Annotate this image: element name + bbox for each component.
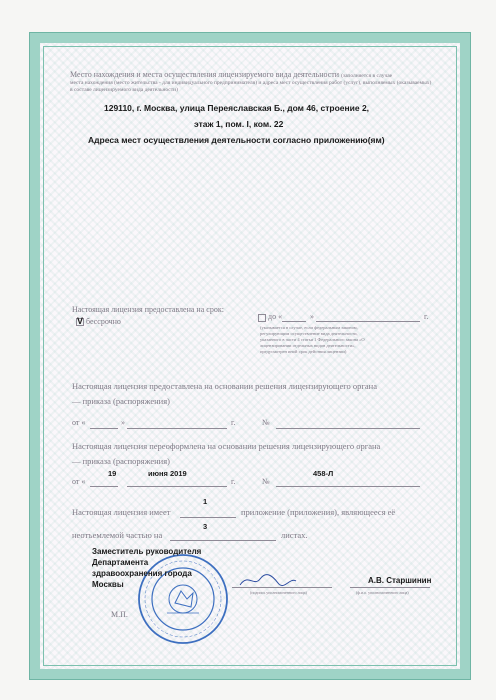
reissue-year: г. [231,477,236,486]
appendix-line-2a: неотъемлемой частью на [72,530,163,540]
appendix-count: 1 [203,497,208,506]
basis-year: г. [231,418,236,427]
appendix-pages-line [170,540,276,541]
signer-position-2: Департамента [92,558,149,567]
indefinite-label: бессрочно [86,317,121,326]
term-label: Настоящая лицензия предоставлена на срок: [72,305,224,314]
basis-line-1: Настоящая лицензия предоставлена на основании решения лицензирующего органа [72,381,377,391]
official-seal-stamp [137,553,229,645]
appendix-count-line [180,517,236,518]
signer-position-1: Заместитель руководителя [92,547,202,556]
header-block [70,70,442,94]
until-prefix: до « [268,312,283,321]
header-note-3: в составе лицензируемого вида деятельности) [70,87,178,93]
handwritten-signature [238,571,298,589]
signature-note: (подпись уполномоченного лица) [250,590,307,595]
reissue-number: 458-Л [313,469,334,478]
appendix-line-1a: Настоящая лицензия имеет [72,507,171,517]
appendix-pages: 3 [203,522,208,531]
appendix-line-1b: приложение (приложения), являющееся её [241,507,396,517]
address-line-1: 129110, г. Москва, улица Переяславская Б., дом 46, строение 2, [104,103,370,113]
basis-from: от « [72,418,86,427]
until-mid: » [310,312,314,321]
basis-mid: » [121,418,125,427]
reissue-num: № [262,477,270,486]
name-line [350,587,430,588]
name-note: (ф.и.о. уполномоченного лица) [356,590,409,595]
signer-position-3: здравоохранения города [92,569,192,578]
reissue-day-line [90,486,118,487]
term-note: (указывается в случае, если федеральным законом, регулирующим осуществление вида деятельности, указанного в части 4 статьи 1 Федерального закона «О лицензировании отдельных видов деятельности», предусмотрен иной срок действия лицензии) [260,325,365,354]
seal-place-label: М.П. [111,610,128,619]
reissue-month: июня 2019 [148,469,187,478]
until-checkbox [258,314,266,322]
reissue-month-line [127,486,227,487]
basis-month-line [127,428,227,429]
basis-number-line [276,428,420,429]
until-month-line [316,321,420,322]
checkmark: V [77,316,84,326]
header-note-1: (заполняется в случае [341,73,393,79]
basis-num: № [262,418,270,427]
reissue-day: 19 [108,469,117,478]
until-day-line [282,321,306,322]
until-year: г. [424,312,429,321]
signer-position-4: Москвы [92,580,124,589]
header-note-2: места нахождения (место жительства - для индивидуального предпринимателя) и адреса мест осуществления работ (услуг), выполняемых (оказываемых) [70,80,432,86]
basis-line-2: — приказа (распоряжения) [72,396,170,406]
basis-day-line [90,428,118,429]
header-title: Место нахождения и места осуществления лицензируемого вида деятельности [70,70,340,79]
appendix-line-2b: листах. [281,530,308,540]
reissue-line-2: — приказа (распоряжения) [72,456,170,466]
address-line-2: этаж 1, пом. I, ком. 22 [194,119,284,129]
reissue-line-1: Настоящая лицензия переоформлена на основании решения лицензирующего органа [72,441,381,451]
reissue-from: от « [72,477,86,486]
address-line-3: Адреса мест осуществления деятельности согласно приложению(ям) [88,135,385,145]
signer-name: А.В. Старшинин [368,576,432,585]
reissue-number-line [276,486,420,487]
